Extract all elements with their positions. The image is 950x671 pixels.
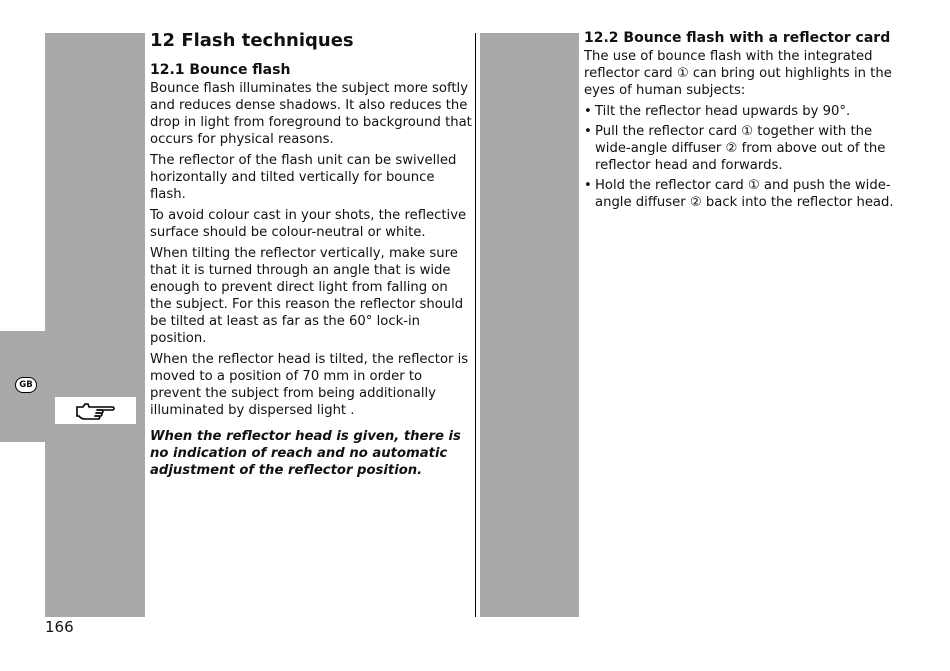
right-column [584, 30, 896, 214]
page-number: 166 [45, 618, 74, 636]
paragraph: To avoid colour cast in your shots, the reflective surface should be colour-neutral or white. [150, 208, 467, 240]
left-column [150, 30, 472, 483]
paragraph: When the reflector head is tilted, the reflector is moved to a position of 70 mm in order to prevent the subject from being additionally illuminated by dispersed light . [150, 352, 469, 418]
list-item: • Pull the reflector card ① together with the wide-angle diffuser ② from above out of the reflector head and forwards. [584, 123, 896, 174]
section-heading-bounce-flash: 12.1 Bounce flash [150, 62, 291, 78]
right-margin-bar [480, 33, 579, 617]
hint-box [55, 397, 136, 424]
pointing-hand-icon [75, 401, 117, 421]
paragraph: The reflector of the flash unit can be swivelled horizontally and tilted vertically for bounce flash. [150, 153, 457, 202]
instruction-list [584, 103, 896, 211]
section-heading-reflector-card: 12.2 Bounce flash with a reflector card [584, 30, 891, 46]
column-divider [475, 33, 476, 617]
intro-paragraph: The use of bounce flash with the integrated reflector card ① can bring out highlights in the eyes of human subjects: [584, 49, 892, 98]
page-title: 12 Flash techniques [150, 30, 354, 51]
paragraph: Bounce flash illuminates the subject more softly and reduces dense shadows. It also reduces the drop in light from foreground to background that occurs for physical reasons. [150, 81, 472, 147]
paragraph: When tilting the reflector vertically, make sure that it is turned through an angle that is wide enough to prevent direct light from falling on the subject. For this reason the reflector should be tilted at least as far as the 60° lock-in position. [150, 246, 464, 346]
list-item: • Hold the reflector card ① and push the wide-angle diffuser ② back into the reflector head. [584, 177, 896, 211]
left-margin-bar [45, 33, 145, 617]
language-badge: GB [15, 377, 37, 393]
list-item: • Tilt the reflector head upwards by 90°. [584, 103, 896, 120]
important-note: When the reflector head is given, there is no indication of reach and no automatic adjustment of the reflector position. [150, 429, 461, 478]
